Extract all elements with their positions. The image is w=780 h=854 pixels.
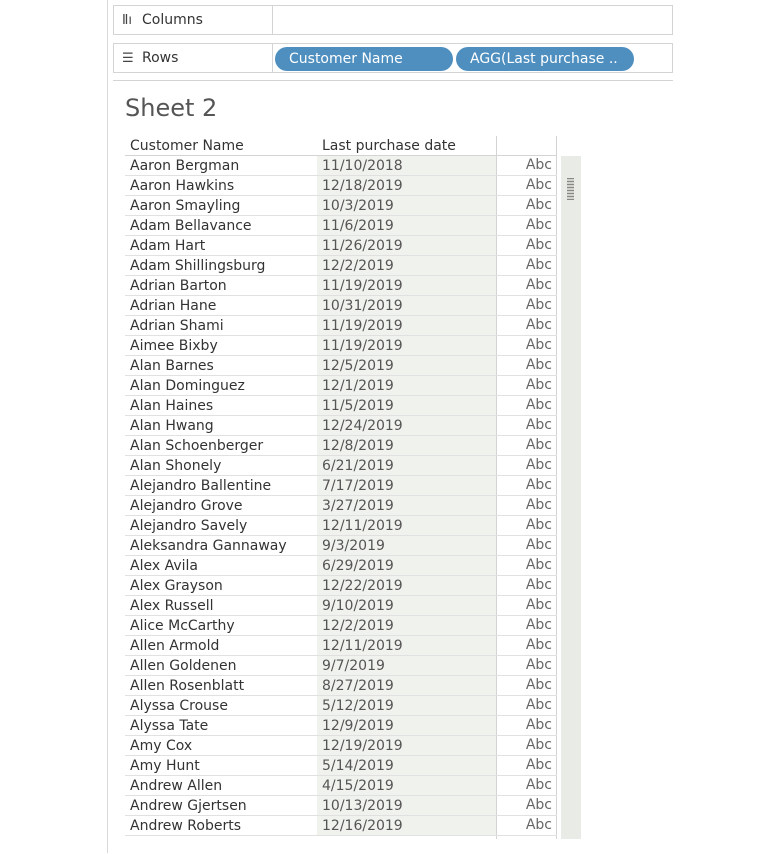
text-mark-abc[interactable]: Abc bbox=[525, 757, 552, 773]
customer-name-cell: Aaron Smayling bbox=[130, 198, 241, 214]
last-purchase-date-cell: 10/3/2019 bbox=[322, 198, 394, 214]
customer-name-cell: Amy Cox bbox=[130, 738, 193, 754]
last-purchase-date-cell: 7/17/2019 bbox=[322, 478, 394, 494]
customer-name-cell: Adrian Barton bbox=[130, 278, 227, 294]
customer-name-cell: Allen Rosenblatt bbox=[130, 678, 245, 694]
last-purchase-date-cell: 12/2/2019 bbox=[322, 258, 394, 274]
table-row[interactable] bbox=[125, 296, 557, 316]
table-row[interactable] bbox=[125, 196, 557, 216]
last-purchase-date-cell: 12/8/2019 bbox=[322, 438, 394, 454]
customer-name-cell: Alyssa Tate bbox=[130, 718, 209, 734]
customer-name-cell: Alan Shonely bbox=[130, 458, 222, 474]
table-row[interactable] bbox=[125, 336, 557, 356]
columns-shelf-label: Ⅱı Columns bbox=[114, 6, 273, 34]
text-mark-abc[interactable]: Abc bbox=[525, 317, 552, 333]
last-purchase-date-cell: 6/21/2019 bbox=[322, 458, 394, 474]
rows-icon: ☰ bbox=[122, 50, 134, 66]
last-purchase-date-cell: 5/14/2019 bbox=[322, 758, 394, 774]
text-mark-abc[interactable]: Abc bbox=[525, 817, 552, 833]
last-purchase-date-cell: 12/18/2019 bbox=[322, 178, 403, 194]
customer-name-cell: Alejandro Ballentine bbox=[130, 478, 272, 494]
last-purchase-date-cell: 8/27/2019 bbox=[322, 678, 394, 694]
last-purchase-date-cell: 12/5/2019 bbox=[322, 358, 394, 374]
last-purchase-date-cell: 12/2/2019 bbox=[322, 618, 394, 634]
customer-name-cell: Adrian Hane bbox=[130, 298, 217, 314]
table-row[interactable] bbox=[125, 536, 557, 556]
text-mark-abc[interactable]: Abc bbox=[525, 337, 552, 353]
table-row[interactable] bbox=[125, 616, 557, 636]
table-row[interactable] bbox=[125, 236, 557, 256]
customer-name-cell: Aimee Bixby bbox=[130, 338, 218, 354]
customer-name-cell: Adam Hart bbox=[130, 238, 206, 254]
table-row[interactable] bbox=[125, 436, 557, 456]
customer-name-cell: Amy Hunt bbox=[130, 758, 200, 774]
last-purchase-date-cell: 9/7/2019 bbox=[322, 658, 385, 674]
table-row[interactable] bbox=[125, 636, 557, 656]
table-row[interactable] bbox=[125, 216, 557, 236]
text-mark-abc[interactable]: Abc bbox=[525, 297, 552, 313]
table-row[interactable] bbox=[125, 756, 557, 776]
text-mark-abc[interactable]: Abc bbox=[525, 597, 552, 613]
customer-name-cell: Adam Shillingsburg bbox=[130, 258, 266, 274]
table-row[interactable] bbox=[125, 736, 557, 756]
text-mark-abc[interactable]: Abc bbox=[525, 457, 552, 473]
text-mark-abc[interactable]: Abc bbox=[525, 237, 552, 253]
text-mark-abc[interactable]: Abc bbox=[525, 577, 552, 593]
header-last-purchase-date[interactable]: Last purchase date bbox=[322, 138, 456, 154]
customer-name-cell: Alan Schoenberger bbox=[130, 438, 264, 454]
text-mark-abc[interactable]: Abc bbox=[525, 557, 552, 573]
last-purchase-date-cell: 11/19/2019 bbox=[322, 318, 403, 334]
table-row[interactable] bbox=[125, 596, 557, 616]
customer-name-cell: Aleksandra Gannaway bbox=[130, 538, 287, 554]
customer-name-cell: Aaron Bergman bbox=[130, 158, 240, 174]
pill-agg-last-purchase[interactable]: AGG(Last purchase .. bbox=[456, 47, 634, 71]
last-purchase-date-cell: 9/3/2019 bbox=[322, 538, 385, 554]
table-row[interactable] bbox=[125, 356, 557, 376]
customer-name-cell: Alex Russell bbox=[130, 598, 214, 614]
customer-name-cell: Alex Grayson bbox=[130, 578, 223, 594]
customer-name-cell: Allen Armold bbox=[130, 638, 220, 654]
text-mark-abc[interactable]: Abc bbox=[525, 177, 552, 193]
text-mark-abc[interactable]: Abc bbox=[525, 377, 552, 393]
table-row[interactable] bbox=[125, 376, 557, 396]
last-purchase-date-cell: 12/11/2019 bbox=[322, 518, 403, 534]
last-purchase-date-cell: 11/19/2019 bbox=[322, 338, 403, 354]
text-mark-abc[interactable]: Abc bbox=[525, 477, 552, 493]
last-purchase-date-cell: 12/9/2019 bbox=[322, 718, 394, 734]
customer-name-cell: Andrew Roberts bbox=[130, 818, 242, 834]
customer-name-cell: Alice McCarthy bbox=[130, 618, 235, 634]
table-row[interactable] bbox=[125, 476, 557, 496]
last-purchase-date-cell: 12/19/2019 bbox=[322, 738, 403, 754]
header-customer-name[interactable]: Customer Name bbox=[130, 138, 244, 154]
text-mark-abc[interactable]: Abc bbox=[525, 357, 552, 373]
table-row[interactable] bbox=[125, 556, 557, 576]
sheet-title: Sheet 2 bbox=[125, 94, 218, 122]
last-purchase-date-cell: 12/1/2019 bbox=[322, 378, 394, 394]
text-mark-abc[interactable]: Abc bbox=[525, 497, 552, 513]
customer-name-cell: Alyssa Crouse bbox=[130, 698, 228, 714]
last-purchase-date-cell: 12/22/2019 bbox=[322, 578, 403, 594]
text-mark-abc[interactable]: Abc bbox=[525, 797, 552, 813]
text-mark-abc[interactable]: Abc bbox=[525, 637, 552, 653]
rows-shelf[interactable] bbox=[113, 43, 673, 73]
table-row[interactable] bbox=[125, 496, 557, 516]
last-purchase-date-cell: 11/26/2019 bbox=[322, 238, 403, 254]
last-purchase-date-cell: 12/24/2019 bbox=[322, 418, 403, 434]
customer-name-cell: Allen Goldenen bbox=[130, 658, 237, 674]
table-row[interactable] bbox=[125, 176, 557, 196]
last-purchase-date-cell: 11/5/2019 bbox=[322, 398, 394, 414]
table-row[interactable] bbox=[125, 796, 557, 816]
customer-name-cell: Adrian Shami bbox=[130, 318, 224, 334]
table-row[interactable] bbox=[125, 396, 557, 416]
pill-customer-name[interactable]: Customer Name bbox=[275, 47, 453, 71]
text-mark-abc[interactable]: Abc bbox=[525, 417, 552, 433]
text-mark-abc[interactable]: Abc bbox=[525, 217, 552, 233]
table-row[interactable] bbox=[125, 516, 557, 536]
columns-icon: Ⅱı bbox=[122, 12, 133, 28]
last-purchase-date-cell: 11/10/2018 bbox=[322, 158, 403, 174]
table-row[interactable] bbox=[125, 676, 557, 696]
text-mark-abc[interactable]: Abc bbox=[525, 517, 552, 533]
text-mark-abc[interactable]: Abc bbox=[525, 657, 552, 673]
text-mark-abc[interactable]: Abc bbox=[525, 717, 552, 733]
customer-name-cell: Alejandro Savely bbox=[130, 518, 248, 534]
last-purchase-date-cell: 11/6/2019 bbox=[322, 218, 394, 234]
table-row[interactable] bbox=[125, 576, 557, 596]
columns-shelf[interactable] bbox=[113, 5, 673, 35]
customer-name-cell: Adam Bellavance bbox=[130, 218, 252, 234]
text-mark-abc[interactable]: Abc bbox=[525, 677, 552, 693]
table-row[interactable] bbox=[125, 456, 557, 476]
text-mark-abc[interactable]: Abc bbox=[525, 437, 552, 453]
data-table bbox=[125, 156, 557, 836]
vertical-scrollbar[interactable] bbox=[561, 156, 581, 839]
table-row[interactable] bbox=[125, 816, 557, 836]
last-purchase-date-cell: 10/13/2019 bbox=[322, 798, 403, 814]
last-purchase-date-cell: 12/11/2019 bbox=[322, 638, 403, 654]
last-purchase-date-cell: 11/19/2019 bbox=[322, 278, 403, 294]
last-purchase-date-cell: 9/10/2019 bbox=[322, 598, 394, 614]
text-mark-abc[interactable]: Abc bbox=[525, 397, 552, 413]
last-purchase-date-cell: 10/31/2019 bbox=[322, 298, 403, 314]
table-row[interactable] bbox=[125, 156, 557, 176]
text-mark-abc[interactable]: Abc bbox=[525, 537, 552, 553]
customer-name-cell: Alejandro Grove bbox=[130, 498, 243, 514]
text-mark-abc[interactable]: Abc bbox=[525, 737, 552, 753]
table-row[interactable] bbox=[125, 716, 557, 736]
customer-name-cell: Alan Hwang bbox=[130, 418, 214, 434]
customer-name-cell: Aaron Hawkins bbox=[130, 178, 235, 194]
table-row[interactable] bbox=[125, 276, 557, 296]
text-mark-abc[interactable]: Abc bbox=[525, 157, 552, 173]
last-purchase-date-cell: 3/27/2019 bbox=[322, 498, 394, 514]
text-mark-abc[interactable]: Abc bbox=[525, 777, 552, 793]
last-purchase-date-cell: 5/12/2019 bbox=[322, 698, 394, 714]
customer-name-cell: Andrew Gjertsen bbox=[130, 798, 247, 814]
last-purchase-date-cell: 4/15/2019 bbox=[322, 778, 394, 794]
text-mark-abc[interactable]: Abc bbox=[525, 197, 552, 213]
text-mark-abc[interactable]: Abc bbox=[525, 277, 552, 293]
last-purchase-date-cell: 6/29/2019 bbox=[322, 558, 394, 574]
customer-name-cell: Alan Dominguez bbox=[130, 378, 245, 394]
table-row[interactable] bbox=[125, 776, 557, 796]
table-row[interactable] bbox=[125, 416, 557, 436]
rows-shelf-label: ☰ Rows bbox=[114, 44, 273, 72]
text-mark-abc[interactable]: Abc bbox=[525, 617, 552, 633]
last-purchase-date-cell: 12/16/2019 bbox=[322, 818, 403, 834]
customer-name-cell: Alan Barnes bbox=[130, 358, 214, 374]
table-row[interactable] bbox=[125, 256, 557, 276]
customer-name-cell: Alan Haines bbox=[130, 398, 214, 414]
scrollbar-thumb[interactable] bbox=[567, 178, 574, 200]
table-row[interactable] bbox=[125, 656, 557, 676]
text-mark-abc[interactable]: Abc bbox=[525, 257, 552, 273]
table-row[interactable] bbox=[125, 316, 557, 336]
text-mark-abc[interactable]: Abc bbox=[525, 697, 552, 713]
customer-name-cell: Andrew Allen bbox=[130, 778, 223, 794]
table-row[interactable] bbox=[125, 696, 557, 716]
customer-name-cell: Alex Avila bbox=[130, 558, 198, 574]
